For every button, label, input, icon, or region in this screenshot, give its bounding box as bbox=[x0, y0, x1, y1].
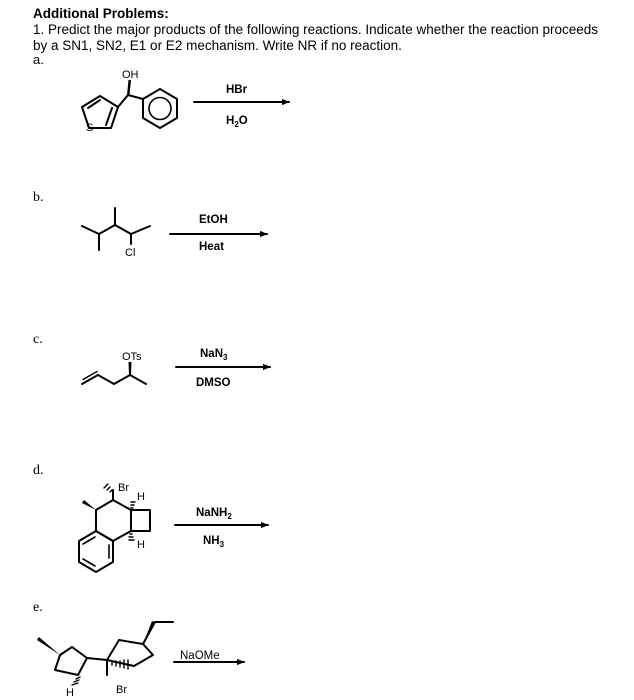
reagent-top: HBr bbox=[226, 84, 248, 96]
allylic-tosylate-skeleton bbox=[82, 372, 146, 385]
atom-s: S bbox=[86, 122, 94, 134]
atom-cl: Cl bbox=[125, 247, 136, 259]
atom-br: Br bbox=[116, 684, 127, 696]
reagent-top: NaOMe bbox=[180, 650, 220, 662]
hashed-bond-h bbox=[72, 677, 80, 685]
reagent-top: NaN$_3$ bbox=[200, 348, 228, 362]
hashed-bond bbox=[104, 484, 112, 492]
atom-h: H bbox=[66, 687, 74, 699]
atom-ots: OTs bbox=[122, 351, 142, 363]
atom-br: Br bbox=[118, 482, 129, 494]
ethyl-wedge bbox=[143, 621, 155, 644]
instructions-line-1: 1. Predict the major products of the following reactions. Indicate whether the reaction proceeds bbox=[33, 22, 599, 37]
hashed-bond-h bbox=[131, 502, 135, 508]
methyl-wedge bbox=[82, 500, 96, 510]
methyl-wedge bbox=[37, 637, 60, 655]
wedge-bond bbox=[129, 362, 132, 375]
atom-oh: OH bbox=[122, 69, 139, 81]
reagent-bottom: DMSO bbox=[196, 377, 231, 389]
instructions-line-2: by a SN1, SN2, E1 or E2 mechanism. Write NR if no reaction. bbox=[33, 38, 402, 53]
left-cyclopentane bbox=[55, 647, 87, 675]
bond bbox=[128, 95, 143, 99]
wedge-bond bbox=[127, 80, 131, 95]
atom-h-bottom: H bbox=[137, 539, 145, 551]
problem-b-label: b. bbox=[33, 190, 44, 205]
right-cyclopentane bbox=[107, 640, 153, 666]
atom-h-top: H bbox=[137, 491, 145, 503]
alkyl-chloride-skeleton bbox=[82, 208, 150, 250]
reagent-top: EtOH bbox=[199, 214, 228, 226]
fused-ring-system bbox=[79, 500, 150, 572]
reagent-bottom: $NH_3$ bbox=[203, 535, 225, 549]
benzene-ring bbox=[143, 89, 177, 128]
reagent-top: NaNH$_2$ bbox=[196, 507, 232, 521]
problem-c-label: c. bbox=[33, 332, 43, 347]
bond bbox=[87, 658, 107, 660]
bond bbox=[118, 95, 128, 107]
problem-e-label: e. bbox=[33, 600, 43, 615]
reagent-bottom: Heat bbox=[199, 241, 224, 253]
reagent-bottom: $H_2O$ bbox=[226, 115, 248, 129]
problem-d-label: d. bbox=[33, 463, 44, 478]
problem-a-label: a. bbox=[33, 52, 44, 67]
hashed-bond-h bbox=[129, 534, 134, 540]
page-title: Additional Problems: bbox=[33, 6, 169, 21]
